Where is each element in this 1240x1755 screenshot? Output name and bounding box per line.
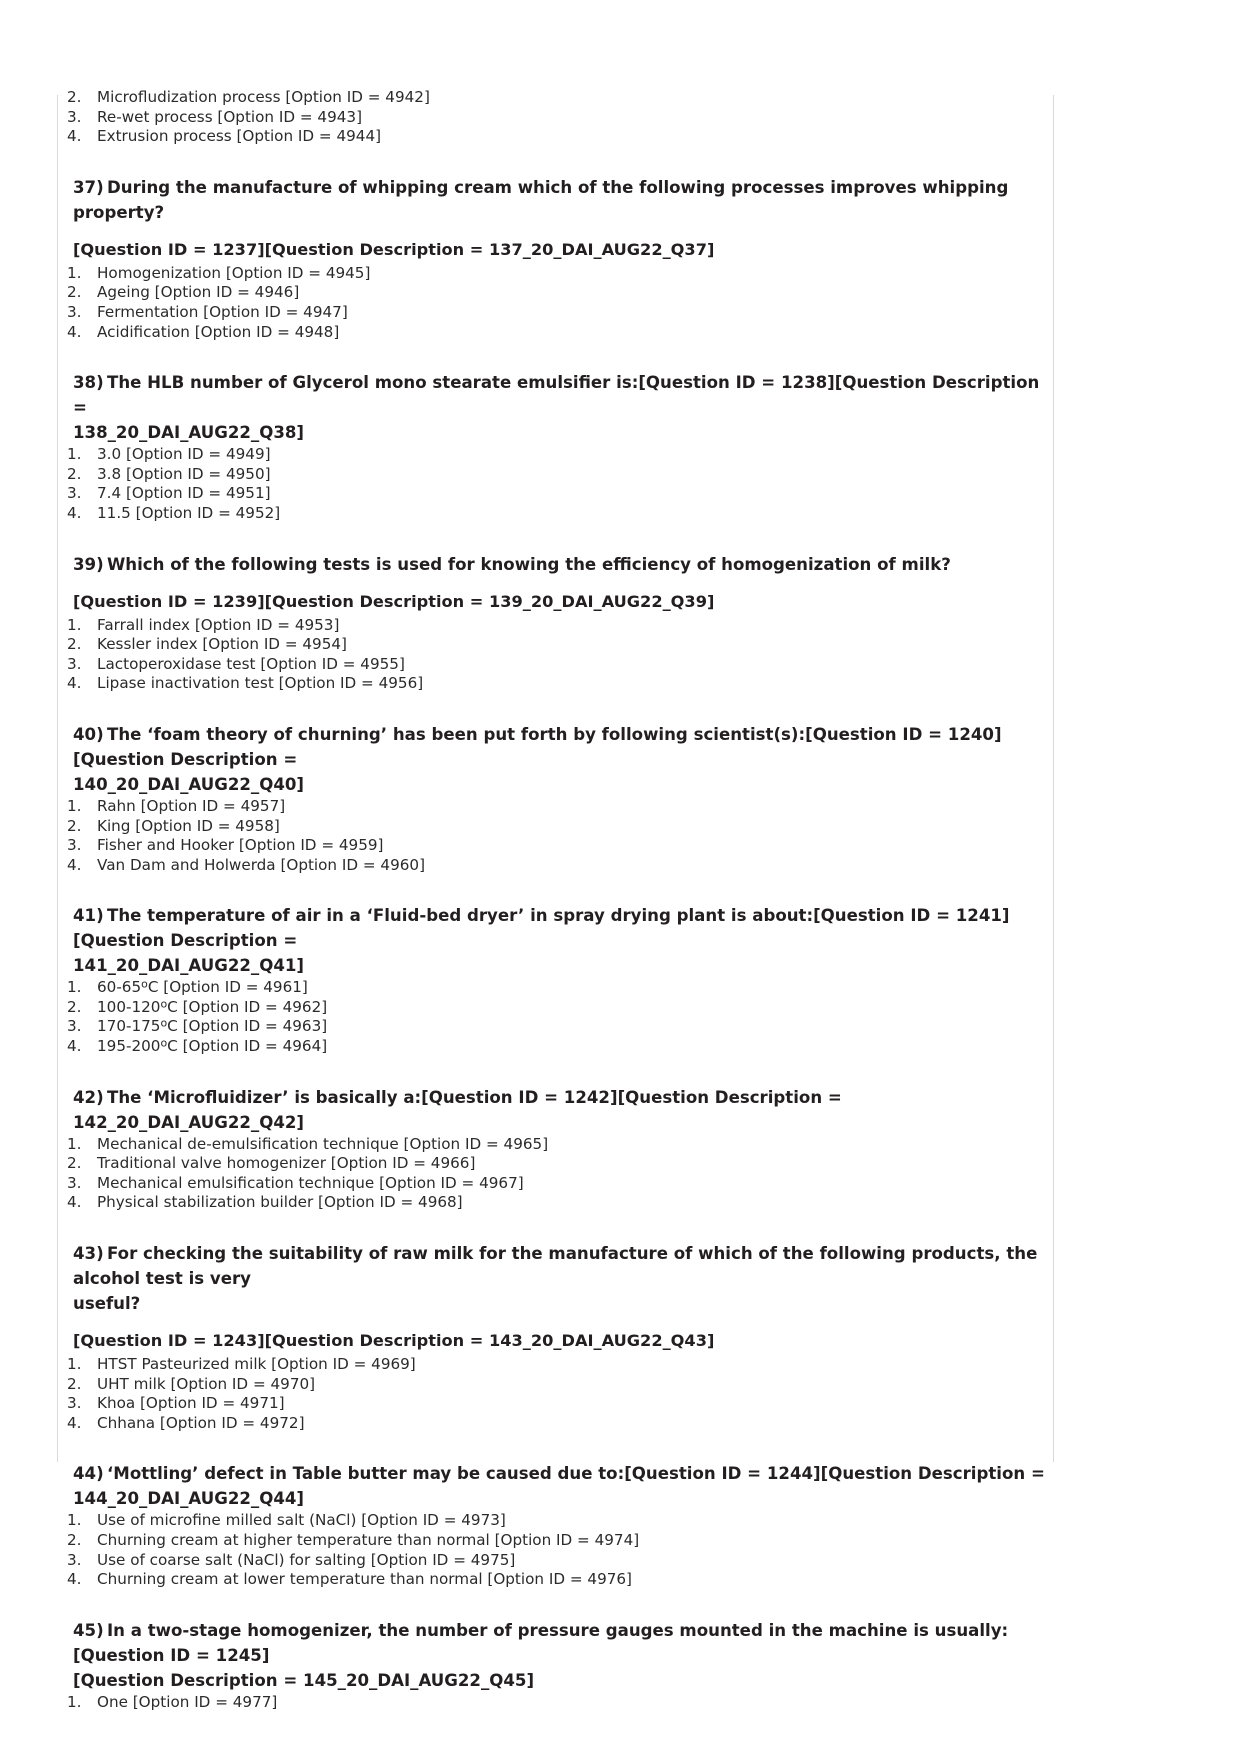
option-item[interactable] <box>67 1154 1045 1174</box>
option-number: 3. <box>67 107 82 126</box>
option-text: One [Option ID = 4977] <box>97 1692 278 1711</box>
question-text-line2: [Question Description = 145_20_DAI_AUG22_Q45] <box>73 1670 535 1690</box>
option-item[interactable] <box>67 1414 1045 1434</box>
option-item[interactable] <box>67 1355 1045 1375</box>
option-number: 2. <box>67 464 82 483</box>
option-text: HTST Pasteurized milk [Option ID = 4969] <box>97 1355 416 1374</box>
option-number: 2. <box>67 1374 82 1393</box>
option-item[interactable] <box>67 836 1045 856</box>
option-text: Mechanical emulsification technique [Option ID = 4967] <box>97 1173 524 1192</box>
question-stem <box>67 175 1045 225</box>
question-stem <box>67 1618 1045 1693</box>
option-number: 1. <box>67 796 82 815</box>
option-text: 170-175 <box>97 1017 161 1036</box>
option-item[interactable] <box>67 998 1045 1018</box>
question-meta: [Question ID = 1239][Question Description = 139_20_DAI_AUG22_Q39] <box>73 591 715 611</box>
option-text: Kessler index [Option ID = 4954] <box>97 635 347 654</box>
option-number: 3. <box>67 302 82 321</box>
option-item[interactable] <box>67 978 1045 998</box>
question-meta: [Question ID = 1243][Question Description = 143_20_DAI_AUG22_Q43] <box>73 1331 715 1351</box>
option-text-tail: C [Option ID = 4963] <box>167 1017 328 1036</box>
question-number: 39) <box>73 554 104 574</box>
question-stem <box>67 903 1045 978</box>
option-item[interactable] <box>67 616 1045 636</box>
question-number: 40) <box>73 724 104 744</box>
question-number: 41) <box>73 906 104 926</box>
option-item[interactable] <box>67 303 1045 323</box>
option-text: Van Dam and Holwerda [Option ID = 4960] <box>97 855 426 874</box>
option-item[interactable] <box>67 504 1045 524</box>
option-text: Homogenization [Option ID = 4945] <box>97 263 371 282</box>
option-item[interactable] <box>67 674 1045 694</box>
option-list <box>67 1693 1045 1713</box>
option-list <box>67 1135 1045 1213</box>
option-item[interactable] <box>67 1174 1045 1194</box>
option-text-tail: C [Option ID = 4962] <box>167 997 328 1016</box>
question-block <box>67 903 1045 1056</box>
option-text: Extrusion process [Option ID = 4944] <box>97 127 382 146</box>
question-text: The ‘foam theory of churning’ has been put forth by following scientist(s):[Question ID = 1240][Question Description = <box>73 724 1002 769</box>
option-text-tail: C [Option ID = 4961] <box>147 978 308 997</box>
option-text: Re-wet process [Option ID = 4943] <box>97 107 363 126</box>
page-rule-right <box>1053 95 1054 1462</box>
question-number: 38) <box>73 373 104 393</box>
option-text: Mechanical de-emulsification technique [Option ID = 4965] <box>97 1134 549 1153</box>
option-number: 1. <box>67 1692 82 1711</box>
degree-symbol: o <box>160 1036 168 1050</box>
option-text: 7.4 [Option ID = 4951] <box>97 484 271 503</box>
question-stem <box>67 370 1045 445</box>
option-text: 11.5 [Option ID = 4952] <box>97 503 281 522</box>
degree-symbol: o <box>141 977 148 991</box>
question-block <box>67 1461 1045 1589</box>
question-block <box>67 552 1045 694</box>
question-block <box>67 370 1045 523</box>
option-text: Rahn [Option ID = 4957] <box>97 796 286 815</box>
question-number: 37) <box>73 177 104 197</box>
option-number: 1. <box>67 263 82 282</box>
question-number: 43) <box>73 1244 104 1264</box>
option-text: Lactoperoxidase test [Option ID = 4955] <box>97 654 405 673</box>
option-item[interactable] <box>67 88 1045 108</box>
question-block <box>67 1085 1045 1213</box>
continued-option-list <box>67 88 1045 147</box>
option-item[interactable] <box>67 1570 1045 1590</box>
question-stem <box>67 1085 1045 1135</box>
question-number: 45) <box>73 1620 104 1640</box>
question-text-line2: useful? <box>73 1294 141 1314</box>
question-block <box>67 722 1045 875</box>
option-text: Ageing [Option ID = 4946] <box>97 283 300 302</box>
option-number: 1. <box>67 1355 82 1374</box>
question-text: In a two-stage homogenizer, the number of pressure gauges mounted in the machine is usually:[Question ID = 1245] <box>73 1620 1009 1665</box>
option-number: 4. <box>67 322 82 341</box>
option-list <box>67 616 1045 694</box>
question-text-line2: 141_20_DAI_AUG22_Q41] <box>73 956 305 976</box>
option-item[interactable] <box>67 1394 1045 1414</box>
option-number: 2. <box>67 997 82 1016</box>
question-block <box>67 1241 1045 1433</box>
option-text: 100-120 <box>97 997 161 1016</box>
option-number: 4. <box>67 127 82 146</box>
question-block <box>67 175 1045 342</box>
option-item[interactable] <box>67 635 1045 655</box>
option-number: 4. <box>67 674 82 693</box>
option-text: Fisher and Hooker [Option ID = 4959] <box>97 836 384 855</box>
option-item[interactable] <box>67 797 1045 817</box>
option-item[interactable] <box>67 323 1045 343</box>
option-item[interactable] <box>67 1017 1045 1037</box>
question-list <box>67 175 1045 1713</box>
option-number: 2. <box>67 1154 82 1173</box>
question-stem <box>67 1241 1045 1316</box>
option-number: 3. <box>67 1017 82 1036</box>
option-text: 3.0 [Option ID = 4949] <box>97 445 271 464</box>
option-number: 2. <box>67 1531 82 1549</box>
option-item[interactable] <box>67 817 1045 837</box>
option-list <box>67 445 1045 523</box>
page-content <box>67 88 1045 1712</box>
question-text: The ‘Microfluidizer’ is basically a:[Question ID = 1242][Question Description = 142_20_DAI_AUG22_Q42] <box>73 1087 842 1132</box>
option-number: 1. <box>67 978 82 997</box>
option-number: 1. <box>67 445 82 464</box>
option-list <box>67 797 1045 875</box>
option-item[interactable] <box>67 1375 1045 1395</box>
option-number: 2. <box>67 816 82 835</box>
question-text-line2: 138_20_DAI_AUG22_Q38] <box>73 423 305 443</box>
option-item[interactable] <box>67 1531 1045 1551</box>
option-text: Churning cream at lower temperature than normal [Option ID = 4976] <box>97 1570 632 1589</box>
option-number: 3. <box>67 484 82 503</box>
question-text: During the manufacture of whipping cream which of the following processes improves whipping property? <box>73 177 1009 222</box>
option-item[interactable] <box>67 1037 1045 1057</box>
question-text-line2: 140_20_DAI_AUG22_Q40] <box>73 774 305 794</box>
option-item[interactable] <box>67 655 1045 675</box>
option-text: 3.8 [Option ID = 4950] <box>97 464 271 483</box>
option-item[interactable] <box>67 264 1045 284</box>
option-item[interactable] <box>67 445 1045 465</box>
option-number: 4. <box>67 1413 82 1432</box>
option-number: 4. <box>67 1570 82 1589</box>
option-item[interactable] <box>67 1693 1045 1713</box>
option-number: 4. <box>67 855 82 874</box>
question-text: The temperature of air in a ‘Fluid-bed dryer’ in spray drying plant is about:[Question ID = 1241][Question Description = <box>73 906 1010 951</box>
option-item[interactable] <box>67 856 1045 876</box>
question-block <box>67 1618 1045 1713</box>
option-text: Use of microfine milled salt (NaCl) [Option ID = 4973] <box>97 1511 506 1530</box>
page-rule-left <box>57 95 58 1462</box>
option-text: King [Option ID = 4958] <box>97 816 280 835</box>
degree-symbol: o <box>160 997 168 1011</box>
option-number: 3. <box>67 654 82 673</box>
option-number: 4. <box>67 1193 82 1212</box>
question-number: 42) <box>73 1087 104 1107</box>
option-text: Khoa [Option ID = 4971] <box>97 1394 285 1413</box>
option-number: 3. <box>67 1394 82 1413</box>
question-meta: [Question ID = 1237][Question Description = 137_20_DAI_AUG22_Q37] <box>73 239 715 259</box>
option-text: Acidification [Option ID = 4948] <box>97 322 340 341</box>
option-text-tail: C [Option ID = 4964] <box>167 1037 328 1056</box>
option-number: 3. <box>67 1550 82 1569</box>
option-item[interactable] <box>67 127 1045 147</box>
question-text: ‘Mottling’ defect in Table butter may be caused due to:[Question ID = 1244][Question Description = <box>107 1464 1045 1484</box>
question-text: For checking the suitability of raw milk for the manufacture of which of the following products, the alcohol test is very <box>73 1244 1038 1289</box>
option-number: 3. <box>67 1173 82 1192</box>
option-text: Lipase inactivation test [Option ID = 4956] <box>97 674 424 693</box>
option-text: Farrall index [Option ID = 4953] <box>97 615 340 634</box>
option-item[interactable] <box>67 1193 1045 1213</box>
option-text: Use of coarse salt (NaCl) for salting [Option ID = 4975] <box>97 1550 516 1569</box>
option-item[interactable] <box>67 484 1045 504</box>
question-text: The HLB number of Glycerol mono stearate emulsifier is:[Question ID = 1238][Question Description = <box>73 373 1040 418</box>
option-item[interactable] <box>67 283 1045 303</box>
question-stem <box>67 1461 1045 1511</box>
option-item[interactable] <box>67 1551 1045 1571</box>
option-list <box>67 1355 1045 1433</box>
option-number: 2. <box>67 283 82 302</box>
question-text: Which of the following tests is used for knowing the efficiency of homogenization of milk? <box>107 554 951 574</box>
option-text: 60-65 <box>97 978 142 997</box>
option-text: Fermentation [Option ID = 4947] <box>97 302 348 321</box>
option-number: 4. <box>67 1037 82 1056</box>
option-text: Traditional valve homogenizer [Option ID = 4966] <box>97 1154 476 1173</box>
degree-symbol: o <box>160 1016 168 1030</box>
question-text-line2: 144_20_DAI_AUG22_Q44] <box>73 1489 305 1509</box>
option-item[interactable] <box>67 108 1045 128</box>
option-number: 1. <box>67 615 82 634</box>
option-number: 1. <box>67 1134 82 1153</box>
option-number: 3. <box>67 836 82 855</box>
option-text: Chhana [Option ID = 4972] <box>97 1413 305 1432</box>
option-list <box>67 1511 1045 1589</box>
option-number: 1. <box>67 1511 82 1530</box>
option-text: 195-200 <box>97 1037 161 1056</box>
option-number: 4. <box>67 503 82 522</box>
option-item[interactable] <box>67 1511 1045 1531</box>
question-stem <box>67 552 1045 577</box>
option-list <box>67 978 1045 1056</box>
option-number: 2. <box>67 635 82 654</box>
option-item[interactable] <box>67 465 1045 485</box>
option-text: Microfludization process [Option ID = 4942] <box>97 88 430 106</box>
option-text: UHT milk [Option ID = 4970] <box>97 1374 316 1393</box>
option-list <box>67 264 1045 342</box>
question-number: 44) <box>73 1464 104 1484</box>
option-number: 2. <box>67 88 82 106</box>
question-stem <box>67 722 1045 797</box>
option-item[interactable] <box>67 1135 1045 1155</box>
option-text: Churning cream at higher temperature than normal [Option ID = 4974] <box>97 1531 640 1549</box>
option-text: Physical stabilization builder [Option ID = 4968] <box>97 1193 463 1212</box>
